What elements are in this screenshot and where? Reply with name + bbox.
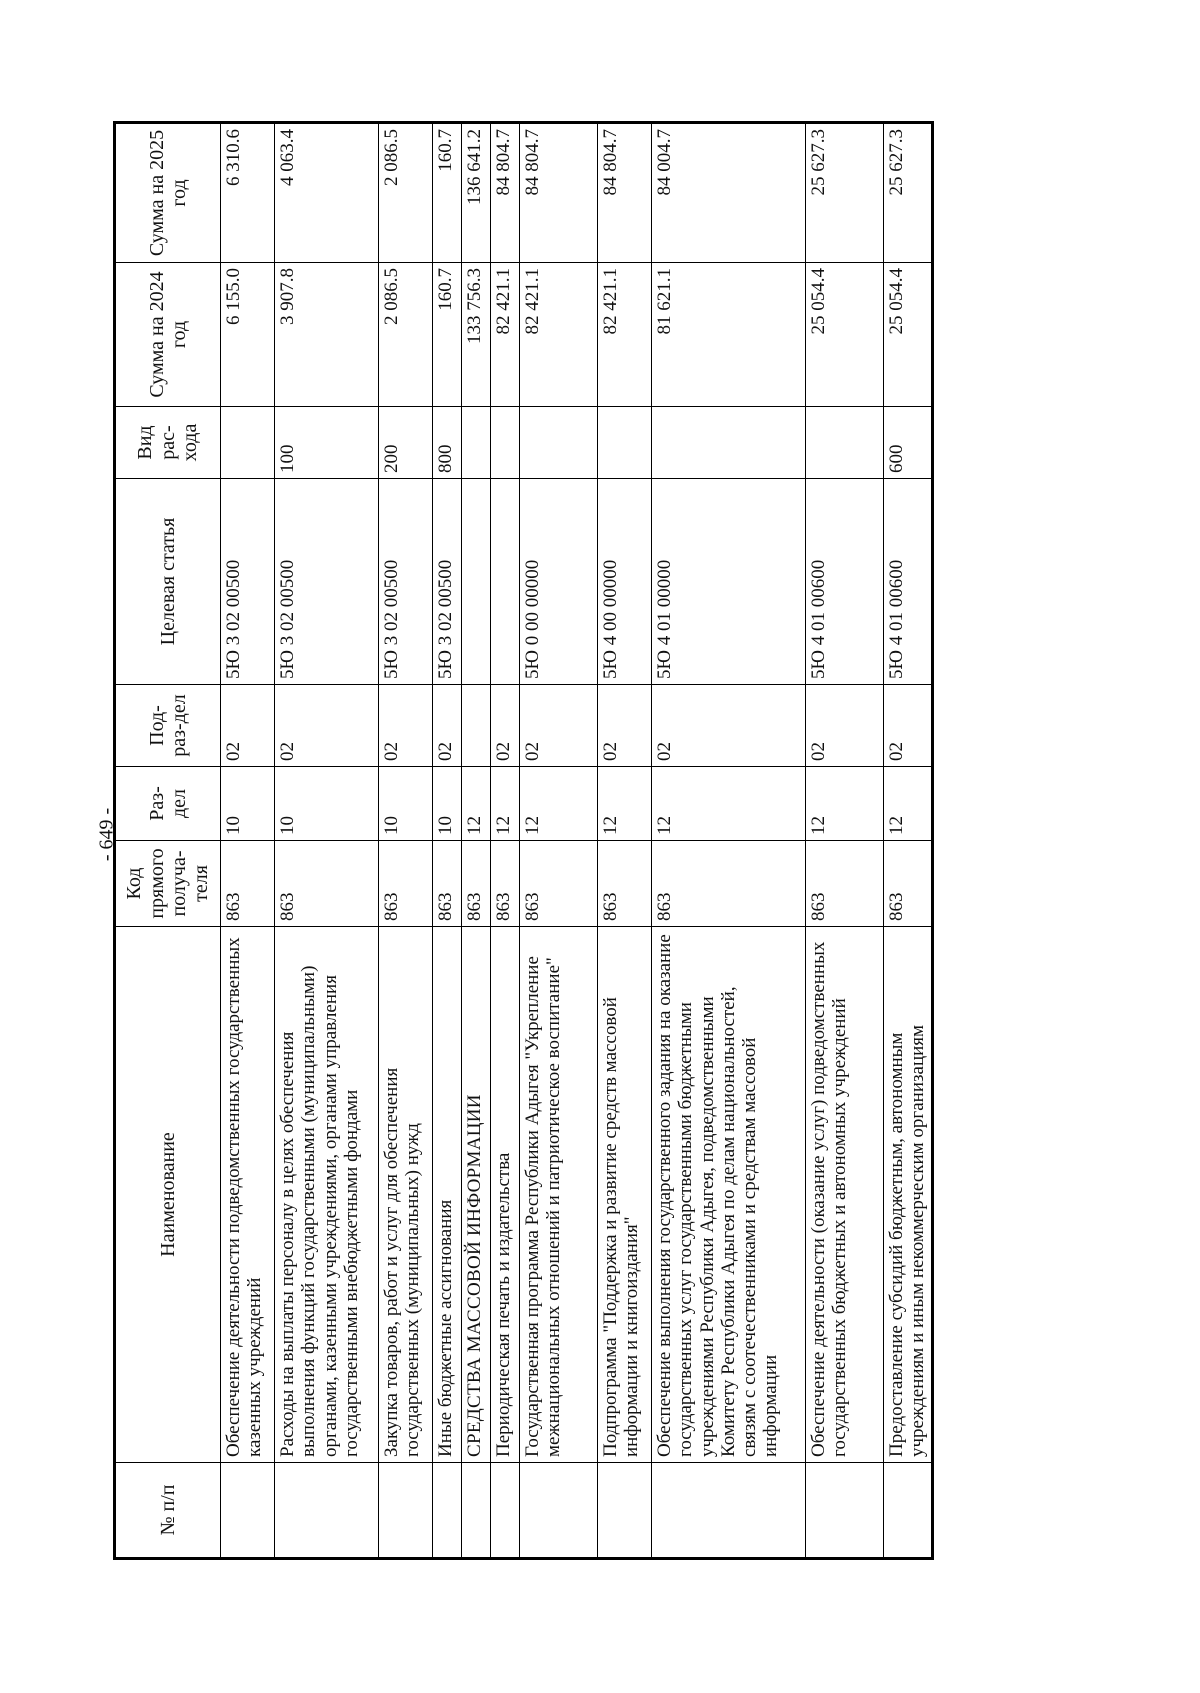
cell-num [806, 1463, 884, 1559]
cell-name: Обеспечение деятельности подведомственных государственных казенных учреждений [221, 927, 275, 1463]
cell-name: Расходы на выплаты персоналу в целях обеспечения выполнения функций государственными (муниципальными) органами, казенными учреждениями, органами управления государственными внебюджетными фондами [275, 927, 379, 1463]
cell-section: 12 [491, 767, 520, 841]
header-num: № п/п [115, 1463, 221, 1559]
cell-expense [806, 407, 884, 479]
cell-sum2024: 82 421.1 [491, 263, 520, 407]
table-row [433, 123, 462, 1559]
cell-recipient: 863 [806, 841, 884, 927]
cell-expense [221, 407, 275, 479]
header-section: Раз-дел [115, 767, 221, 841]
cell-name: СРЕДСТВА МАССОВОЙ ИНФОРМАЦИИ [462, 927, 491, 1463]
cell-target: 5Ю 4 01 00600 [884, 479, 933, 685]
cell-num [433, 1463, 462, 1559]
cell-expense [462, 407, 491, 479]
table-row [491, 123, 520, 1559]
cell-recipient: 863 [433, 841, 462, 927]
cell-expense [491, 407, 520, 479]
cell-sum2025: 4 063.4 [275, 123, 379, 263]
cell-subsection: 02 [598, 685, 652, 767]
cell-num [491, 1463, 520, 1559]
cell-target: 5Ю 3 02 00500 [221, 479, 275, 685]
cell-recipient: 863 [275, 841, 379, 927]
cell-subsection: 02 [379, 685, 433, 767]
budget-sheet [113, 124, 1014, 1560]
cell-recipient: 863 [379, 841, 433, 927]
cell-subsection [462, 685, 491, 767]
cell-section: 12 [462, 767, 491, 841]
cell-num [884, 1463, 933, 1559]
cell-sum2024: 6 155.0 [221, 263, 275, 407]
cell-expense: 200 [379, 407, 433, 479]
cell-num [379, 1463, 433, 1559]
cell-recipient: 863 [221, 841, 275, 927]
table-row [884, 123, 933, 1559]
cell-section: 12 [652, 767, 806, 841]
cell-num [520, 1463, 598, 1559]
cell-sum2024: 3 907.8 [275, 263, 379, 407]
table-row [652, 123, 806, 1559]
cell-sum2025: 25 627.3 [806, 123, 884, 263]
cell-sum2025: 84 804.7 [491, 123, 520, 263]
cell-num [652, 1463, 806, 1559]
cell-target: 5Ю 4 01 00600 [806, 479, 884, 685]
cell-target: 5Ю 3 02 00500 [433, 479, 462, 685]
cell-recipient: 863 [598, 841, 652, 927]
cell-sum2025: 84 804.7 [598, 123, 652, 263]
cell-recipient: 863 [520, 841, 598, 927]
cell-subsection: 02 [433, 685, 462, 767]
cell-num [275, 1463, 379, 1559]
cell-name: Подпрограмма "Поддержка и развитие средств массовой информации и книгоиздания" [598, 927, 652, 1463]
cell-sum2025: 136 641.2 [462, 123, 491, 263]
cell-subsection: 02 [520, 685, 598, 767]
cell-sum2025: 6 310.6 [221, 123, 275, 263]
cell-target: 5Ю 3 02 00500 [275, 479, 379, 685]
cell-expense: 600 [884, 407, 933, 479]
header-recipient: Код прямого получа-теля [115, 841, 221, 927]
cell-recipient: 863 [462, 841, 491, 927]
cell-name: Периодическая печать и издательства [491, 927, 520, 1463]
cell-target: 5Ю 0 00 00000 [520, 479, 598, 685]
cell-sum2024: 133 756.3 [462, 263, 491, 407]
cell-expense: 800 [433, 407, 462, 479]
header-expense: Вид рас-хода [115, 407, 221, 479]
header-name: Наименование [115, 927, 221, 1463]
cell-target [462, 479, 491, 685]
cell-section: 12 [884, 767, 933, 841]
cell-name: Государственная программа Республики Адыгея "Укрепление межнациональных отношений и патриотическое воспитание" [520, 927, 598, 1463]
header-sum2025: Сумма на 2025 год [115, 123, 221, 263]
cell-target [491, 479, 520, 685]
cell-subsection: 02 [806, 685, 884, 767]
cell-sum2025: 2 086.5 [379, 123, 433, 263]
cell-num [462, 1463, 491, 1559]
cell-recipient: 863 [652, 841, 806, 927]
cell-section: 12 [520, 767, 598, 841]
cell-expense: 100 [275, 407, 379, 479]
cell-expense [598, 407, 652, 479]
cell-section: 12 [806, 767, 884, 841]
table-row [806, 123, 884, 1559]
cell-target: 5Ю 3 02 00500 [379, 479, 433, 685]
cell-sum2025: 84 004.7 [652, 123, 806, 263]
cell-subsection: 02 [275, 685, 379, 767]
cell-sum2024: 81 621.1 [652, 263, 806, 407]
cell-name: Предоставление субсидий бюджетным, автономным учреждениям и иным некоммерческим организациям [884, 927, 933, 1463]
header-sum2024: Сумма на 2024 год [115, 263, 221, 407]
cell-sum2024: 25 054.4 [884, 263, 933, 407]
header-target: Целевая статья [115, 479, 221, 685]
cell-subsection: 02 [491, 685, 520, 767]
cell-recipient: 863 [491, 841, 520, 927]
cell-section: 10 [221, 767, 275, 841]
cell-name: Обеспечение деятельности (оказание услуг) подведомственных государственных бюджетных и автономных учреждений [806, 927, 884, 1463]
cell-section: 12 [598, 767, 652, 841]
cell-section: 10 [275, 767, 379, 841]
table-row [275, 123, 379, 1559]
cell-num [598, 1463, 652, 1559]
cell-sum2024: 82 421.1 [520, 263, 598, 407]
header-subsection: Под-раз-дел [115, 685, 221, 767]
header-row [115, 123, 221, 1559]
table-row [598, 123, 652, 1559]
cell-name: Закупка товаров, работ и услуг для обеспечения государственных (муниципальных) нужд [379, 927, 433, 1463]
cell-subsection: 02 [884, 685, 933, 767]
cell-sum2025: 160.7 [433, 123, 462, 263]
cell-name: Обеспечение выполнения государственного задания на оказание государственных услуг государственными бюджетными учреждениями Республики Адыгея, подведомственными Комитету Республики Адыгея по делам национальностей, связям с соотечественниками и средствам массовой информации [652, 927, 806, 1463]
table-row [221, 123, 275, 1559]
table-row [462, 123, 491, 1559]
cell-subsection: 02 [652, 685, 806, 767]
cell-sum2024: 82 421.1 [598, 263, 652, 407]
cell-sum2024: 2 086.5 [379, 263, 433, 407]
cell-section: 10 [379, 767, 433, 841]
cell-num [221, 1463, 275, 1559]
cell-expense [520, 407, 598, 479]
table-row [520, 123, 598, 1559]
table-row [379, 123, 433, 1559]
cell-target: 5Ю 4 00 00000 [598, 479, 652, 685]
cell-sum2024: 25 054.4 [806, 263, 884, 407]
cell-recipient: 863 [884, 841, 933, 927]
cell-target: 5Ю 4 01 00000 [652, 479, 806, 685]
cell-sum2025: 25 627.3 [884, 123, 933, 263]
cell-sum2024: 160.7 [433, 263, 462, 407]
cell-sum2025: 84 804.7 [520, 123, 598, 263]
page-number: - 649 - [95, 807, 118, 862]
budget-table [113, 121, 934, 1560]
cell-section: 10 [433, 767, 462, 841]
cell-subsection: 02 [221, 685, 275, 767]
cell-name: Иные бюджетные ассигнования [433, 927, 462, 1463]
cell-expense [652, 407, 806, 479]
